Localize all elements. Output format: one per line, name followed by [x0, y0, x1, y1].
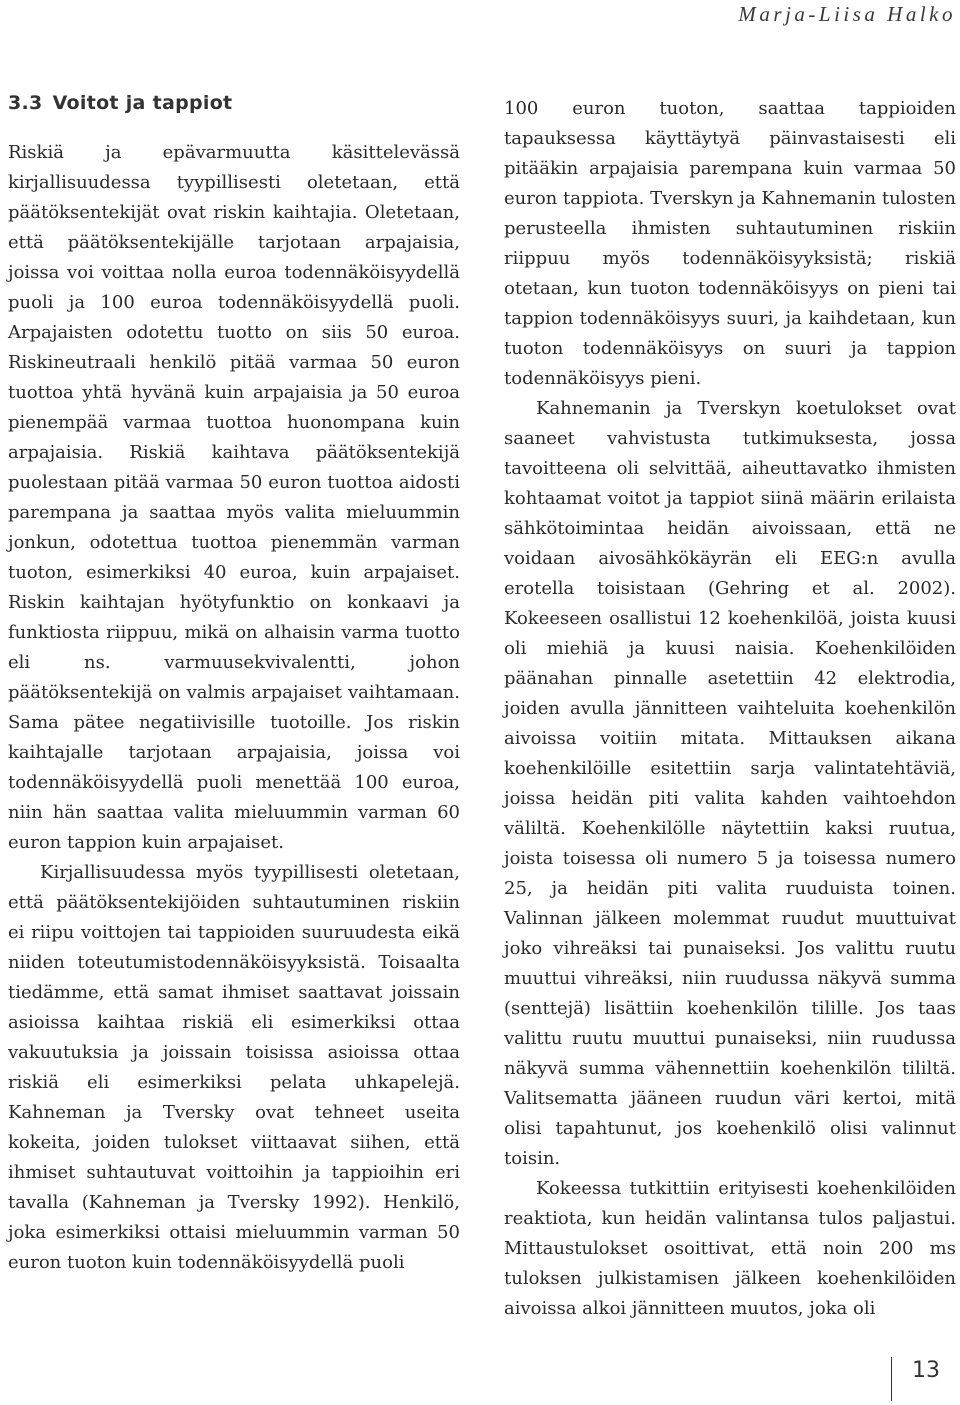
page-number: 13	[912, 1358, 940, 1383]
running-header-author: Marja-Liisa Halko	[738, 2, 956, 26]
section-title: Voitot ja tappiot	[52, 92, 233, 114]
right-column	[504, 94, 956, 1324]
section-heading	[8, 88, 460, 118]
right-paragraph-1: 100 euron tuoton, saattaa tappioiden tapauksessa käyttäytyä päinvastaisesti eli pitääkin arpajaisia parempana kuin varmaa 50 euron tappiota. Tverskyn ja Kahnemanin tulosten perusteella ihmisten suhtautuminen riskiin riippuu myös todennäköisyyksistä; riskiä otetaan, kun tuoton todennäköisyys on pieni tai tappion todennäköisyys suuri, ja kaihdetaan, kun tuoton todennäköisyys on suuri ja tappion todennäköisyys pieni.	[504, 98, 956, 389]
section-number: 3.3	[8, 92, 43, 114]
page-number-rule	[891, 1357, 892, 1401]
right-paragraph-2: Kahnemanin ja Tverskyn koetulokset ovat saaneet vahvistusta tutkimuksesta, jossa tavoitteena oli selvittää, aiheuttavatko ihmisten kohtaamat voitot ja tappiot siinä määrin erilaista sähkötoimintaa heidän aivoissaan, että ne voidaan aivosähkökäyrän eli EEG:n avulla erotella toisistaan (Gehring et al. 2002). Kokeeseen osallistui 12 koehenkilöä, joista kuusi oli miehiä ja kuusi naisia. Koehenkilöiden päänahan pinnalle asetettiin 42 elektrodia, joiden avulla jännitteen vaihteluita koehenkilön aivoissa voitiin mitata. Mittauksen aikana koehenkilöille esitettiin sarja valintatehtäviä, joissa heidän piti valita kahden vaihtoehdon väliltä. Koehenkilölle näytettiin kaksi ruutua, joista toisessa oli numero 5 ja toisessa numero 25, ja heidän piti valita ruuduista toinen. Valinnan jälkeen molemmat ruudut muuttuivat joko vihreäksi tai punaiseksi. Jos valittu ruutu muuttui vihreäksi, niin ruudussa näkyvä summa (senttejä) lisättiin koehenkilön tilille. Jos taas valittu ruutu muuttui punaiseksi, niin ruudussa näkyvä summa vähennettiin koehenkilön tililtä. Valitsematta jääneen ruudun väri kertoi, mitä olisi tapahtunut, jos koehenkilö olisi valinnut toisin.	[504, 398, 956, 1169]
right-paragraph-3: Kokeessa tutkittiin erityisesti koehenkilöiden reaktiota, kun heidän valintansa tulos paljastui. Mittaustulokset osoittivat, että noin 200 ms tuloksen julkistamisen jälkeen koehenkilöiden aivoissa alkoi jännitteen muutos, joka oli	[504, 1178, 956, 1319]
left-paragraph-2: Kirjallisuudessa myös tyypillisesti oletetaan, että päätöksentekijöiden suhtautuminen riskiin ei riipu voittojen tai tappioiden suuruudesta eikä niiden toteutumistodennäköisyyksistä. Toisaalta tiedämme, että samat ihmiset saattavat joissain asioissa kaihtaa riskiä eli esimerkiksi ottaa vakuutuksia ja joissain toisissa asioissa ottaa riskiä eli esimerkiksi pelata uhkapelejä. Kahneman ja Tversky ovat tehneet useita kokeita, joiden tulokset viittaavat siihen, että ihmiset suhtautuvat voittoihin ja tappioihin eri tavalla (Kahneman ja Tversky 1992). Henkilö, joka esimerkiksi ottaisi mieluummin varman 50 euron tuoton kuin todennäköisyydellä puoli	[8, 862, 460, 1273]
left-paragraph-1: Riskiä ja epävarmuutta käsittelevässä kirjallisuudessa tyypillisesti oletetaan, että päätöksentekijät ovat riskin kaihtajia. Oletetaan, että päätöksentekijälle tarjotaan arpajaisia, joissa voi voittaa nolla euroa todennäköisyydellä puoli ja 100 euroa todennäköisyydellä puoli. Arpajaisten odotettu tuotto on siis 50 euroa. Riskineutraali henkilö pitää varmaa 50 euron tuottoa yhtä hyvänä kuin arpajaisia ja 50 euroa pienempää varmaa tuottoa huonompana kuin arpajaisia. Riskiä kaihtava päätöksentekijä puolestaan pitää varmaa 50 euron tuottoa aidosti parempana ja saattaa myös valita mieluummin jonkun, odotettua tuottoa pienemmän varman tuoton, esimerkiksi 40 euroa, kuin arpajaiset. Riskin kaihtajan hyötyfunktio on konkaavi ja funktiosta riippuu, mikä on alhaisin varma tuotto eli ns. varmuusekvivalentti, johon päätöksentekijä on valmis arpajaiset vaihtamaan. Sama pätee negatiivisille tuotoille. Jos riskin kaihtajalle tarjotaan arpajaisia, joissa voi todennäköisyydellä puoli menettää 100 euroa, niin hän saattaa valita mieluummin varman 60 euron tappion kuin arpajaiset.	[8, 142, 460, 853]
page-header	[0, 0, 960, 40]
left-column	[8, 88, 460, 1278]
